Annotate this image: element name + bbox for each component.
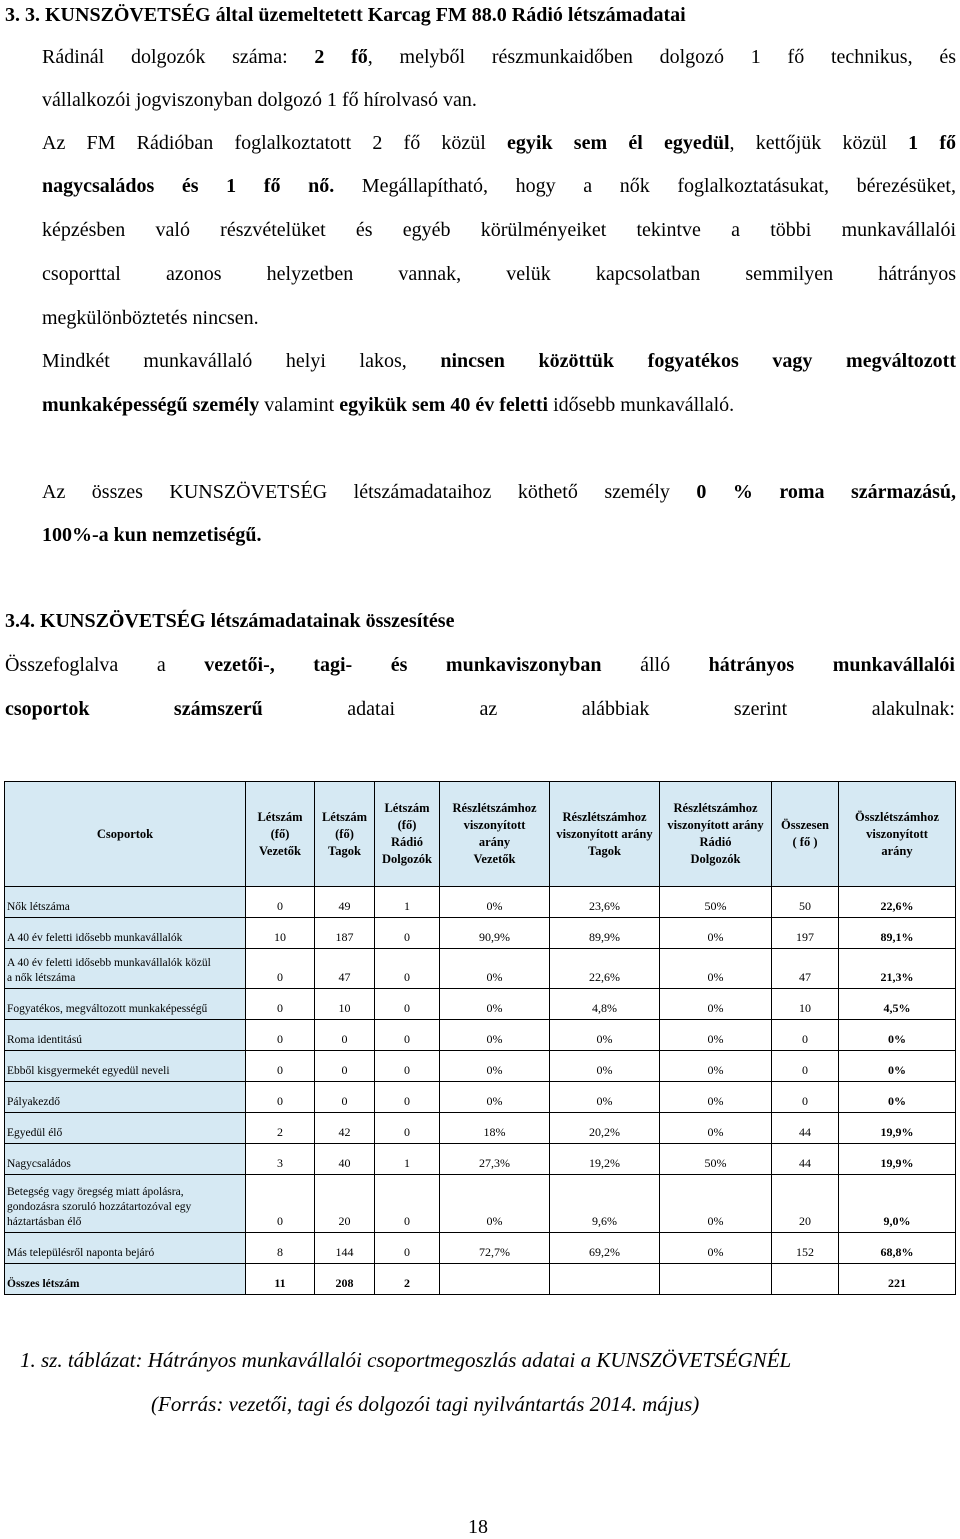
table-cell: 9,6% bbox=[550, 1175, 660, 1233]
column-header-text: Összesen bbox=[781, 818, 829, 832]
disadvantaged-groups-table bbox=[4, 781, 956, 1295]
row-label bbox=[5, 949, 246, 989]
table-cell: 22,6% bbox=[550, 949, 660, 989]
total-cell: 208 bbox=[315, 1264, 375, 1295]
table-cell: 0% bbox=[839, 1051, 956, 1082]
total-cell: 2 bbox=[375, 1264, 440, 1295]
table-cell: 72,7% bbox=[440, 1233, 550, 1264]
table-cell: 89,1% bbox=[839, 918, 956, 949]
table-cell: 10 bbox=[246, 918, 315, 949]
column-header-text: Vezetők bbox=[259, 843, 301, 858]
table-cell: 152 bbox=[772, 1233, 839, 1264]
column-header-text: ( fő ) bbox=[792, 835, 818, 849]
table-cell: 0% bbox=[660, 1233, 772, 1264]
row-label-text: Egyedül élő bbox=[7, 1127, 63, 1139]
table-cell: 19,9% bbox=[839, 1144, 956, 1175]
table-cell: 0 bbox=[375, 1233, 440, 1264]
row-label bbox=[5, 1144, 246, 1175]
table-cell: 50% bbox=[660, 1144, 772, 1175]
total-cell bbox=[772, 1264, 839, 1295]
table-cell: 0 bbox=[375, 989, 440, 1020]
table-cell: 0% bbox=[440, 989, 550, 1020]
table-cell: 9,0% bbox=[839, 1175, 956, 1233]
column-header-text: viszonyított bbox=[463, 818, 526, 832]
row-label-text: Más településről naponta bejáró bbox=[7, 1247, 155, 1259]
table-row bbox=[5, 1051, 956, 1082]
table-cell: 197 bbox=[772, 918, 839, 949]
total-cell bbox=[660, 1264, 772, 1295]
row-label bbox=[5, 1113, 246, 1144]
column-header-text: Létszám bbox=[321, 809, 368, 824]
table-row bbox=[5, 989, 956, 1020]
total-cell bbox=[440, 1264, 550, 1295]
table-cell: 0% bbox=[550, 1020, 660, 1051]
column-header-text: Tagok bbox=[328, 843, 361, 858]
row-label-text: a nők létszáma bbox=[7, 972, 76, 984]
column-header-text: Összlétszámhoz bbox=[854, 809, 939, 824]
paragraph-locals-line1: Mindkét munkavállaló helyi lakos, nincsen közöttük fogyatékos vagy megváltozott bbox=[42, 350, 956, 372]
table-cell: 0% bbox=[660, 1175, 772, 1233]
column-header-1 bbox=[5, 782, 246, 887]
column-header-8 bbox=[772, 782, 839, 887]
column-header-7 bbox=[660, 782, 772, 887]
total-cell: 11 bbox=[246, 1264, 315, 1295]
table-cell: 44 bbox=[772, 1113, 839, 1144]
table-cell: 1 bbox=[375, 1144, 440, 1175]
table-cell: 40 bbox=[315, 1144, 375, 1175]
table-cell: 49 bbox=[315, 887, 375, 918]
paragraph-summary-line2: csoportok számszerű adatai az alábbiak szerint alakulnak: bbox=[5, 698, 955, 720]
table-cell: 50% bbox=[660, 887, 772, 918]
column-header-6 bbox=[550, 782, 660, 887]
column-header-9 bbox=[839, 782, 956, 887]
total-row bbox=[5, 1264, 956, 1295]
table-cell: 10 bbox=[772, 989, 839, 1020]
column-header-text: (fő) bbox=[335, 826, 354, 841]
table-cell: 0% bbox=[440, 1082, 550, 1113]
column-header-text: (fő) bbox=[397, 818, 417, 832]
table-cell: 0 bbox=[772, 1051, 839, 1082]
column-header-text: (fő) bbox=[270, 826, 290, 841]
row-label-text: A 40 év feletti idősebb munkavállalók közül bbox=[7, 957, 211, 969]
row-label bbox=[5, 918, 246, 949]
table-cell: 2 bbox=[246, 1113, 315, 1144]
table-cell: 0 bbox=[375, 1051, 440, 1082]
table-cell: 144 bbox=[315, 1233, 375, 1264]
table-header-row bbox=[5, 782, 956, 887]
table-row bbox=[5, 918, 956, 949]
table-row bbox=[5, 949, 956, 989]
table-row bbox=[5, 1175, 956, 1233]
row-label bbox=[5, 887, 246, 918]
paragraph-radio-line1: Az FM Rádióban foglalkoztatott 2 fő közül egyik sem él egyedül, kettőjük közül 1 fő bbox=[42, 132, 956, 154]
table-cell: 0 bbox=[246, 949, 315, 989]
paragraph-locals-line2: munkaképességű személy valamint egyikük sem 40 év feletti idősebb munkavállaló. bbox=[42, 394, 735, 416]
table-cell: 0% bbox=[839, 1082, 956, 1113]
table-cell: 0 bbox=[315, 1082, 375, 1113]
table-cell: 20 bbox=[772, 1175, 839, 1233]
table-cell: 0% bbox=[660, 1020, 772, 1051]
row-label-text: háztartásban élő bbox=[7, 1216, 82, 1228]
table-cell: 187 bbox=[315, 918, 375, 949]
table-cell: 0 bbox=[246, 1175, 315, 1233]
column-header-text: Rádió bbox=[699, 835, 732, 849]
column-header-text: Részlétszámhoz bbox=[562, 809, 647, 824]
table-cell: 0 bbox=[315, 1020, 375, 1051]
column-header-text: Csoportok bbox=[96, 826, 154, 841]
table-cell: 0 bbox=[246, 1082, 315, 1113]
paragraph-radio-line2: nagycsaládos és 1 fő nő. Megállapítható, hogy a nők foglalkoztatásukat, bérezésüket, bbox=[42, 175, 956, 197]
row-label-text: Fogyatékos, megváltozott munkaképességű bbox=[7, 1003, 208, 1015]
table-cell: 4,5% bbox=[839, 989, 956, 1020]
column-header-text: Tagok bbox=[588, 843, 621, 858]
table-cell: 20,2% bbox=[550, 1113, 660, 1144]
table-cell: 42 bbox=[315, 1113, 375, 1144]
paragraph-radio-line5: megkülönböztetés nincsen. bbox=[42, 307, 259, 329]
column-header-text: Dolgozók bbox=[382, 852, 432, 866]
row-label bbox=[5, 1051, 246, 1082]
table-cell: 0 bbox=[772, 1082, 839, 1113]
table-cell: 4,8% bbox=[550, 989, 660, 1020]
table-cell: 47 bbox=[315, 949, 375, 989]
column-header-text: viszonyított arány bbox=[556, 826, 653, 841]
section-heading-3-3: 3. 3. KUNSZÖVETSÉG által üzemeltetett Karcag FM 88.0 Rádió létszámadatai bbox=[5, 4, 686, 26]
paragraph-radio-line4: csoporttal azonos helyzetben vannak, velük kapcsolatban semmilyen hátrányos bbox=[42, 263, 956, 285]
column-header-2 bbox=[246, 782, 315, 887]
row-label bbox=[5, 989, 246, 1020]
table-row bbox=[5, 1233, 956, 1264]
table-cell: 0% bbox=[660, 918, 772, 949]
table-cell: 0 bbox=[315, 1051, 375, 1082]
table-row bbox=[5, 887, 956, 918]
table-cell: 0 bbox=[375, 949, 440, 989]
table-cell: 0 bbox=[375, 918, 440, 949]
table-cell: 0 bbox=[375, 1082, 440, 1113]
column-header-text: viszonyított arány bbox=[667, 818, 764, 832]
row-label-text: Nők létszáma bbox=[7, 901, 70, 913]
row-label bbox=[5, 1082, 246, 1113]
table-cell: 0% bbox=[839, 1020, 956, 1051]
column-header-text: arány bbox=[478, 835, 511, 849]
column-header-text: Létszám bbox=[257, 809, 303, 824]
column-header-text: Részlétszámhoz bbox=[673, 801, 758, 815]
table-row bbox=[5, 1020, 956, 1051]
table-cell: 90,9% bbox=[440, 918, 550, 949]
row-label-text: Roma identitású bbox=[7, 1034, 83, 1046]
table-cell: 0% bbox=[660, 1051, 772, 1082]
paragraph-roma-line1: Az összes KUNSZÖVETSÉG létszámadataihoz köthető személy 0 % roma származású, bbox=[42, 481, 957, 503]
row-label-text: A 40 év feletti idősebb munkavállalók bbox=[7, 932, 183, 944]
column-header-text: viszonyított bbox=[866, 826, 928, 841]
table-cell: 0 bbox=[375, 1113, 440, 1144]
table-cell: 0% bbox=[550, 1082, 660, 1113]
table-caption: 1. sz. táblázat: Hátrányos munkavállalói csoportmegoszlás adatai a KUNSZÖVETSÉGNÉL bbox=[20, 1348, 792, 1372]
table-cell: 19,9% bbox=[839, 1113, 956, 1144]
table-cell: 0% bbox=[660, 949, 772, 989]
table-cell: 0% bbox=[440, 887, 550, 918]
table-cell: 89,9% bbox=[550, 918, 660, 949]
table-row bbox=[5, 1082, 956, 1113]
table-row bbox=[5, 1113, 956, 1144]
column-header-text: Vezetők bbox=[473, 852, 516, 866]
table-cell: 0% bbox=[660, 1082, 772, 1113]
table-cell: 1 bbox=[375, 887, 440, 918]
column-header-text: Létszám bbox=[384, 801, 430, 815]
column-header-text: arány bbox=[881, 843, 913, 858]
table-cell: 0 bbox=[375, 1175, 440, 1233]
table-cell: 10 bbox=[315, 989, 375, 1020]
table-cell: 27,3% bbox=[440, 1144, 550, 1175]
page-number: 18 bbox=[468, 1516, 488, 1538]
table-cell: 21,3% bbox=[839, 949, 956, 989]
table-cell: 69,2% bbox=[550, 1233, 660, 1264]
table-cell: 0 bbox=[246, 887, 315, 918]
table-cell: 47 bbox=[772, 949, 839, 989]
total-cell: 221 bbox=[839, 1264, 956, 1295]
table-cell: 0% bbox=[550, 1051, 660, 1082]
total-label: Összes létszám bbox=[5, 1264, 246, 1295]
table-cell: 0 bbox=[246, 989, 315, 1020]
table-cell: 0 bbox=[375, 1020, 440, 1051]
table-cell: 8 bbox=[246, 1233, 315, 1264]
column-header-4 bbox=[375, 782, 440, 887]
column-header-text: Dolgozók bbox=[690, 852, 741, 866]
table-cell: 0% bbox=[440, 1051, 550, 1082]
table-cell: 0% bbox=[660, 989, 772, 1020]
table-cell: 0% bbox=[440, 949, 550, 989]
row-label-text: Ebből kisgyermekét egyedül neveli bbox=[7, 1065, 170, 1077]
table-cell: 22,6% bbox=[839, 887, 956, 918]
column-header-5 bbox=[440, 782, 550, 887]
row-label-text: gondozásra szoruló hozzátartozóval egy bbox=[7, 1201, 192, 1213]
table-cell: 23,6% bbox=[550, 887, 660, 918]
table-cell: 19,2% bbox=[550, 1144, 660, 1175]
section-heading-3-4: 3.4. KUNSZÖVETSÉG létszámadatainak összesítése bbox=[5, 610, 455, 632]
paragraph-roma-line2: 100%-a kun nemzetiségű. bbox=[42, 524, 262, 546]
row-label bbox=[5, 1233, 246, 1264]
paragraph-radio-line3: képzésben való részvételüket és egyéb körülményeiket tekintve a többi munkavállalói bbox=[42, 219, 956, 241]
table-cell: 0 bbox=[772, 1020, 839, 1051]
row-label-text: Betegség vagy öregség miatt ápolásra, bbox=[7, 1186, 184, 1198]
row-label-text: Nagycsaládos bbox=[7, 1158, 71, 1170]
table-row bbox=[5, 1144, 956, 1175]
table-cell: 0% bbox=[660, 1113, 772, 1144]
column-header-text: Rádió bbox=[391, 835, 423, 849]
table-cell: 3 bbox=[246, 1144, 315, 1175]
table-cell: 68,8% bbox=[839, 1233, 956, 1264]
row-label bbox=[5, 1175, 246, 1233]
table-cell: 0 bbox=[246, 1020, 315, 1051]
column-header-3 bbox=[315, 782, 375, 887]
table-cell: 20 bbox=[315, 1175, 375, 1233]
paragraph-staff-count-line1: Rádinál dolgozók száma: 2 fő, melyből részmunkaidőben dolgozó 1 fő technikus, és bbox=[42, 46, 956, 68]
table-cell: 18% bbox=[440, 1113, 550, 1144]
row-label-text: Pályakezdő bbox=[7, 1096, 61, 1108]
table-cell: 44 bbox=[772, 1144, 839, 1175]
row-label bbox=[5, 1020, 246, 1051]
table-cell: 50 bbox=[772, 887, 839, 918]
table-cell: 0 bbox=[246, 1051, 315, 1082]
paragraph-staff-count-line2: vállalkozói jogviszonyban dolgozó 1 fő hírolvasó van. bbox=[42, 89, 477, 111]
column-header-text: Részlétszámhoz bbox=[452, 801, 537, 815]
table-source: (Forrás: vezetői, tagi és dolgozói tagi nyilvántartás 2014. május) bbox=[151, 1392, 700, 1416]
total-cell bbox=[550, 1264, 660, 1295]
table-cell: 0% bbox=[440, 1020, 550, 1051]
paragraph-summary-line1: Összefoglalva a vezetői-, tagi- és munkaviszonyban álló hátrányos munkavállalói bbox=[5, 654, 955, 676]
table-cell: 0% bbox=[440, 1175, 550, 1233]
